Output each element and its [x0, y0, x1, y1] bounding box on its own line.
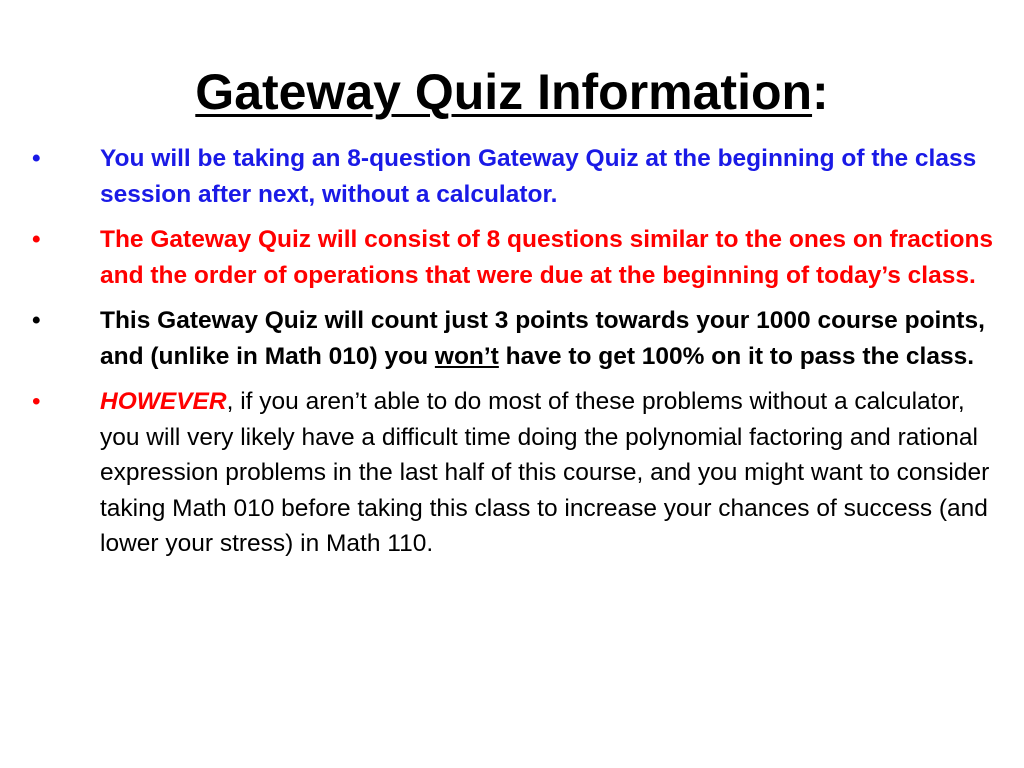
bullet-dot-icon: • [32, 307, 41, 334]
bullet-text-3-after: have to get 100% on it to pass the class. [498, 342, 975, 370]
bullet-text-3-underlined: won’t [434, 342, 499, 370]
slide-title [0, 64, 1024, 122]
bullet-text-1: You will be taking an 8-question Gateway Quiz at the beginning of the class session after next, without a calculator. [100, 145, 977, 208]
bullet-item-1 [30, 141, 1000, 212]
bullet-item-3 [30, 303, 1000, 374]
bullet-text-3 [100, 307, 985, 370]
bullet-text-4-emphasis: HOWEVER [100, 388, 227, 415]
bullet-item-2 [30, 222, 1000, 293]
bullet-item-4 [30, 384, 1000, 562]
bullet-dot-icon: • [32, 388, 41, 415]
bullet-dot-icon: • [32, 145, 41, 172]
bullet-dot-icon: • [32, 226, 41, 253]
bullet-text-2: The Gateway Quiz will consist of 8 questions similar to the ones on fractions and the order of operations that were due at the beginning of today’s class. [100, 226, 994, 289]
bullet-text-3-before: This Gateway Quiz will count just 3 points towards your 1000 course points, and (unlike in Math 010) you [100, 307, 985, 370]
bullet-text-4-after: , if you aren’t able to do most of these problems without a calculator, you will very likely have a difficult time doing the polynomial factoring and rational expression problems in the last half of this course, and you might want to consider taking Math 010 before taking this class to increase your chances of success (and lower your stress) in Math 110. [100, 388, 990, 557]
bullet-list [30, 141, 1000, 572]
slide-title-colon: : [812, 63, 829, 120]
bullet-text-4 [100, 388, 989, 557]
slide-title-underlined: Gateway Quiz Information [195, 63, 813, 120]
